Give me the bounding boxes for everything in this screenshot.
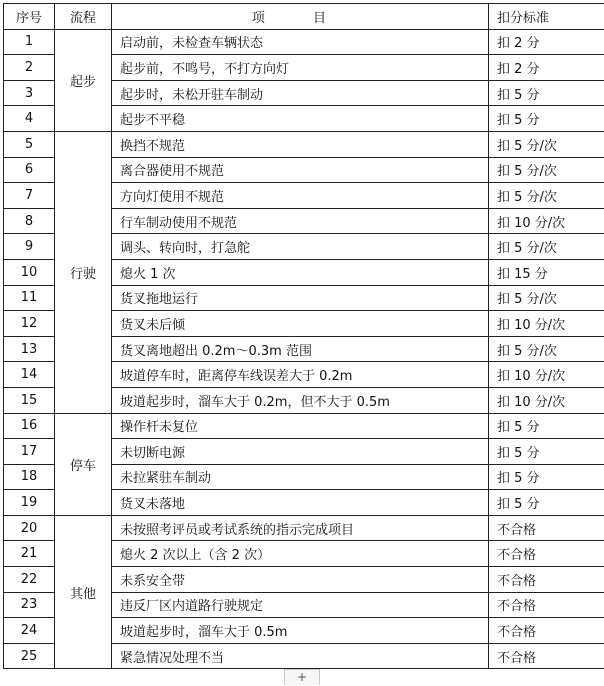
deduction-score: 不合格 — [489, 592, 604, 618]
deduction-item: 启动前，未检查车辆状态 — [112, 29, 489, 55]
deduction-score: 扣 5 分/次 — [489, 183, 604, 209]
flow-stage: 起步 — [55, 29, 112, 131]
table-header-row — [4, 4, 604, 30]
deduction-item: 调头、转向时，打急舵 — [112, 234, 489, 260]
deduction-score: 扣 5 分 — [489, 490, 604, 516]
deduction-score: 不合格 — [489, 515, 604, 541]
row-number: 6 — [4, 157, 55, 183]
row-number: 10 — [4, 259, 55, 285]
header-item: 项 目 — [112, 4, 489, 30]
deduction-item: 未拉紧驻车制动 — [112, 464, 489, 490]
row-number: 15 — [4, 387, 55, 413]
row-number: 1 — [4, 29, 55, 55]
deduction-item: 坡道起步时，溜车大于 0.5m — [112, 618, 489, 644]
deduction-item: 方向灯使用不规范 — [112, 183, 489, 209]
row-number: 3 — [4, 80, 55, 106]
deduction-score: 扣 5 分 — [489, 80, 604, 106]
deduction-item: 离合器使用不规范 — [112, 157, 489, 183]
deduction-item: 货叉未后倾 — [112, 311, 489, 337]
row-number: 7 — [4, 183, 55, 209]
deduction-score: 扣 2 分 — [489, 29, 604, 55]
deduction-score: 扣 15 分 — [489, 259, 604, 285]
row-number: 21 — [4, 541, 55, 567]
header-score: 扣分标准 — [489, 4, 604, 30]
deduction-score: 不合格 — [489, 643, 604, 669]
row-number: 23 — [4, 592, 55, 618]
deduction-score: 扣 10 分/次 — [489, 311, 604, 337]
row-number: 9 — [4, 234, 55, 260]
table-row — [4, 515, 604, 541]
deduction-score: 扣 5 分/次 — [489, 285, 604, 311]
row-number: 16 — [4, 413, 55, 439]
deduction-item: 熄火 2 次以上（含 2 次） — [112, 541, 489, 567]
row-number: 20 — [4, 515, 55, 541]
deduction-score: 不合格 — [489, 618, 604, 644]
deduction-item: 货叉离地超出 0.2m～0.3m 范围 — [112, 336, 489, 362]
deduction-score: 扣 10 分/次 — [489, 208, 604, 234]
deduction-item: 坡道停车时，距离停车线误差大于 0.2m — [112, 362, 489, 388]
deduction-score: 扣 5 分/次 — [489, 336, 604, 362]
row-number: 18 — [4, 464, 55, 490]
row-number: 12 — [4, 311, 55, 337]
deduction-item: 行车制动使用不规范 — [112, 208, 489, 234]
row-number: 22 — [4, 567, 55, 593]
deduction-score: 扣 5 分/次 — [489, 157, 604, 183]
row-number: 4 — [4, 106, 55, 132]
row-number: 19 — [4, 490, 55, 516]
scoring-table — [3, 3, 604, 669]
row-number: 8 — [4, 208, 55, 234]
deduction-score: 扣 5 分 — [489, 413, 604, 439]
deduction-item: 坡道起步时，溜车大于 0.2m，但不大于 0.5m — [112, 387, 489, 413]
deduction-item: 起步前，不鸣号，不打方向灯 — [112, 55, 489, 81]
deduction-score: 扣 5 分/次 — [489, 234, 604, 260]
deduction-item: 未切断电源 — [112, 439, 489, 465]
header-flow: 流程 — [55, 4, 112, 30]
deduction-item: 紧急情况处理不当 — [112, 643, 489, 669]
row-number: 11 — [4, 285, 55, 311]
table-row — [4, 29, 604, 55]
deduction-item: 换挡不规范 — [112, 131, 489, 157]
deduction-item: 货叉未落地 — [112, 490, 489, 516]
row-number: 5 — [4, 131, 55, 157]
table-row — [4, 131, 604, 157]
flow-stage: 行驶 — [55, 131, 112, 413]
deduction-score: 扣 2 分 — [489, 55, 604, 81]
row-number: 13 — [4, 336, 55, 362]
row-number: 17 — [4, 439, 55, 465]
deduction-score: 扣 10 分/次 — [489, 362, 604, 388]
deduction-score: 扣 10 分/次 — [489, 387, 604, 413]
deduction-score: 扣 5 分/次 — [489, 131, 604, 157]
row-number: 24 — [4, 618, 55, 644]
header-number: 序号 — [4, 4, 55, 30]
deduction-item: 起步时，未松开驻车制动 — [112, 80, 489, 106]
deduction-score: 不合格 — [489, 567, 604, 593]
row-number: 25 — [4, 643, 55, 669]
deduction-item: 未按照考评员或考试系统的指示完成项目 — [112, 515, 489, 541]
row-number: 14 — [4, 362, 55, 388]
deduction-item: 起步不平稳 — [112, 106, 489, 132]
add-tab-button[interactable]: + — [284, 669, 320, 685]
deduction-score: 扣 5 分 — [489, 106, 604, 132]
deduction-item: 未系安全带 — [112, 567, 489, 593]
table-row — [4, 413, 604, 439]
deduction-item: 熄火 1 次 — [112, 259, 489, 285]
flow-stage: 其他 — [55, 515, 112, 669]
deduction-score: 扣 5 分 — [489, 439, 604, 465]
deduction-item: 操作杆未复位 — [112, 413, 489, 439]
table-body — [4, 29, 604, 669]
deduction-item: 违反厂区内道路行驶规定 — [112, 592, 489, 618]
row-number: 2 — [4, 55, 55, 81]
deduction-score: 不合格 — [489, 541, 604, 567]
deduction-item: 货叉拖地运行 — [112, 285, 489, 311]
deduction-score: 扣 5 分 — [489, 464, 604, 490]
flow-stage: 停车 — [55, 413, 112, 515]
